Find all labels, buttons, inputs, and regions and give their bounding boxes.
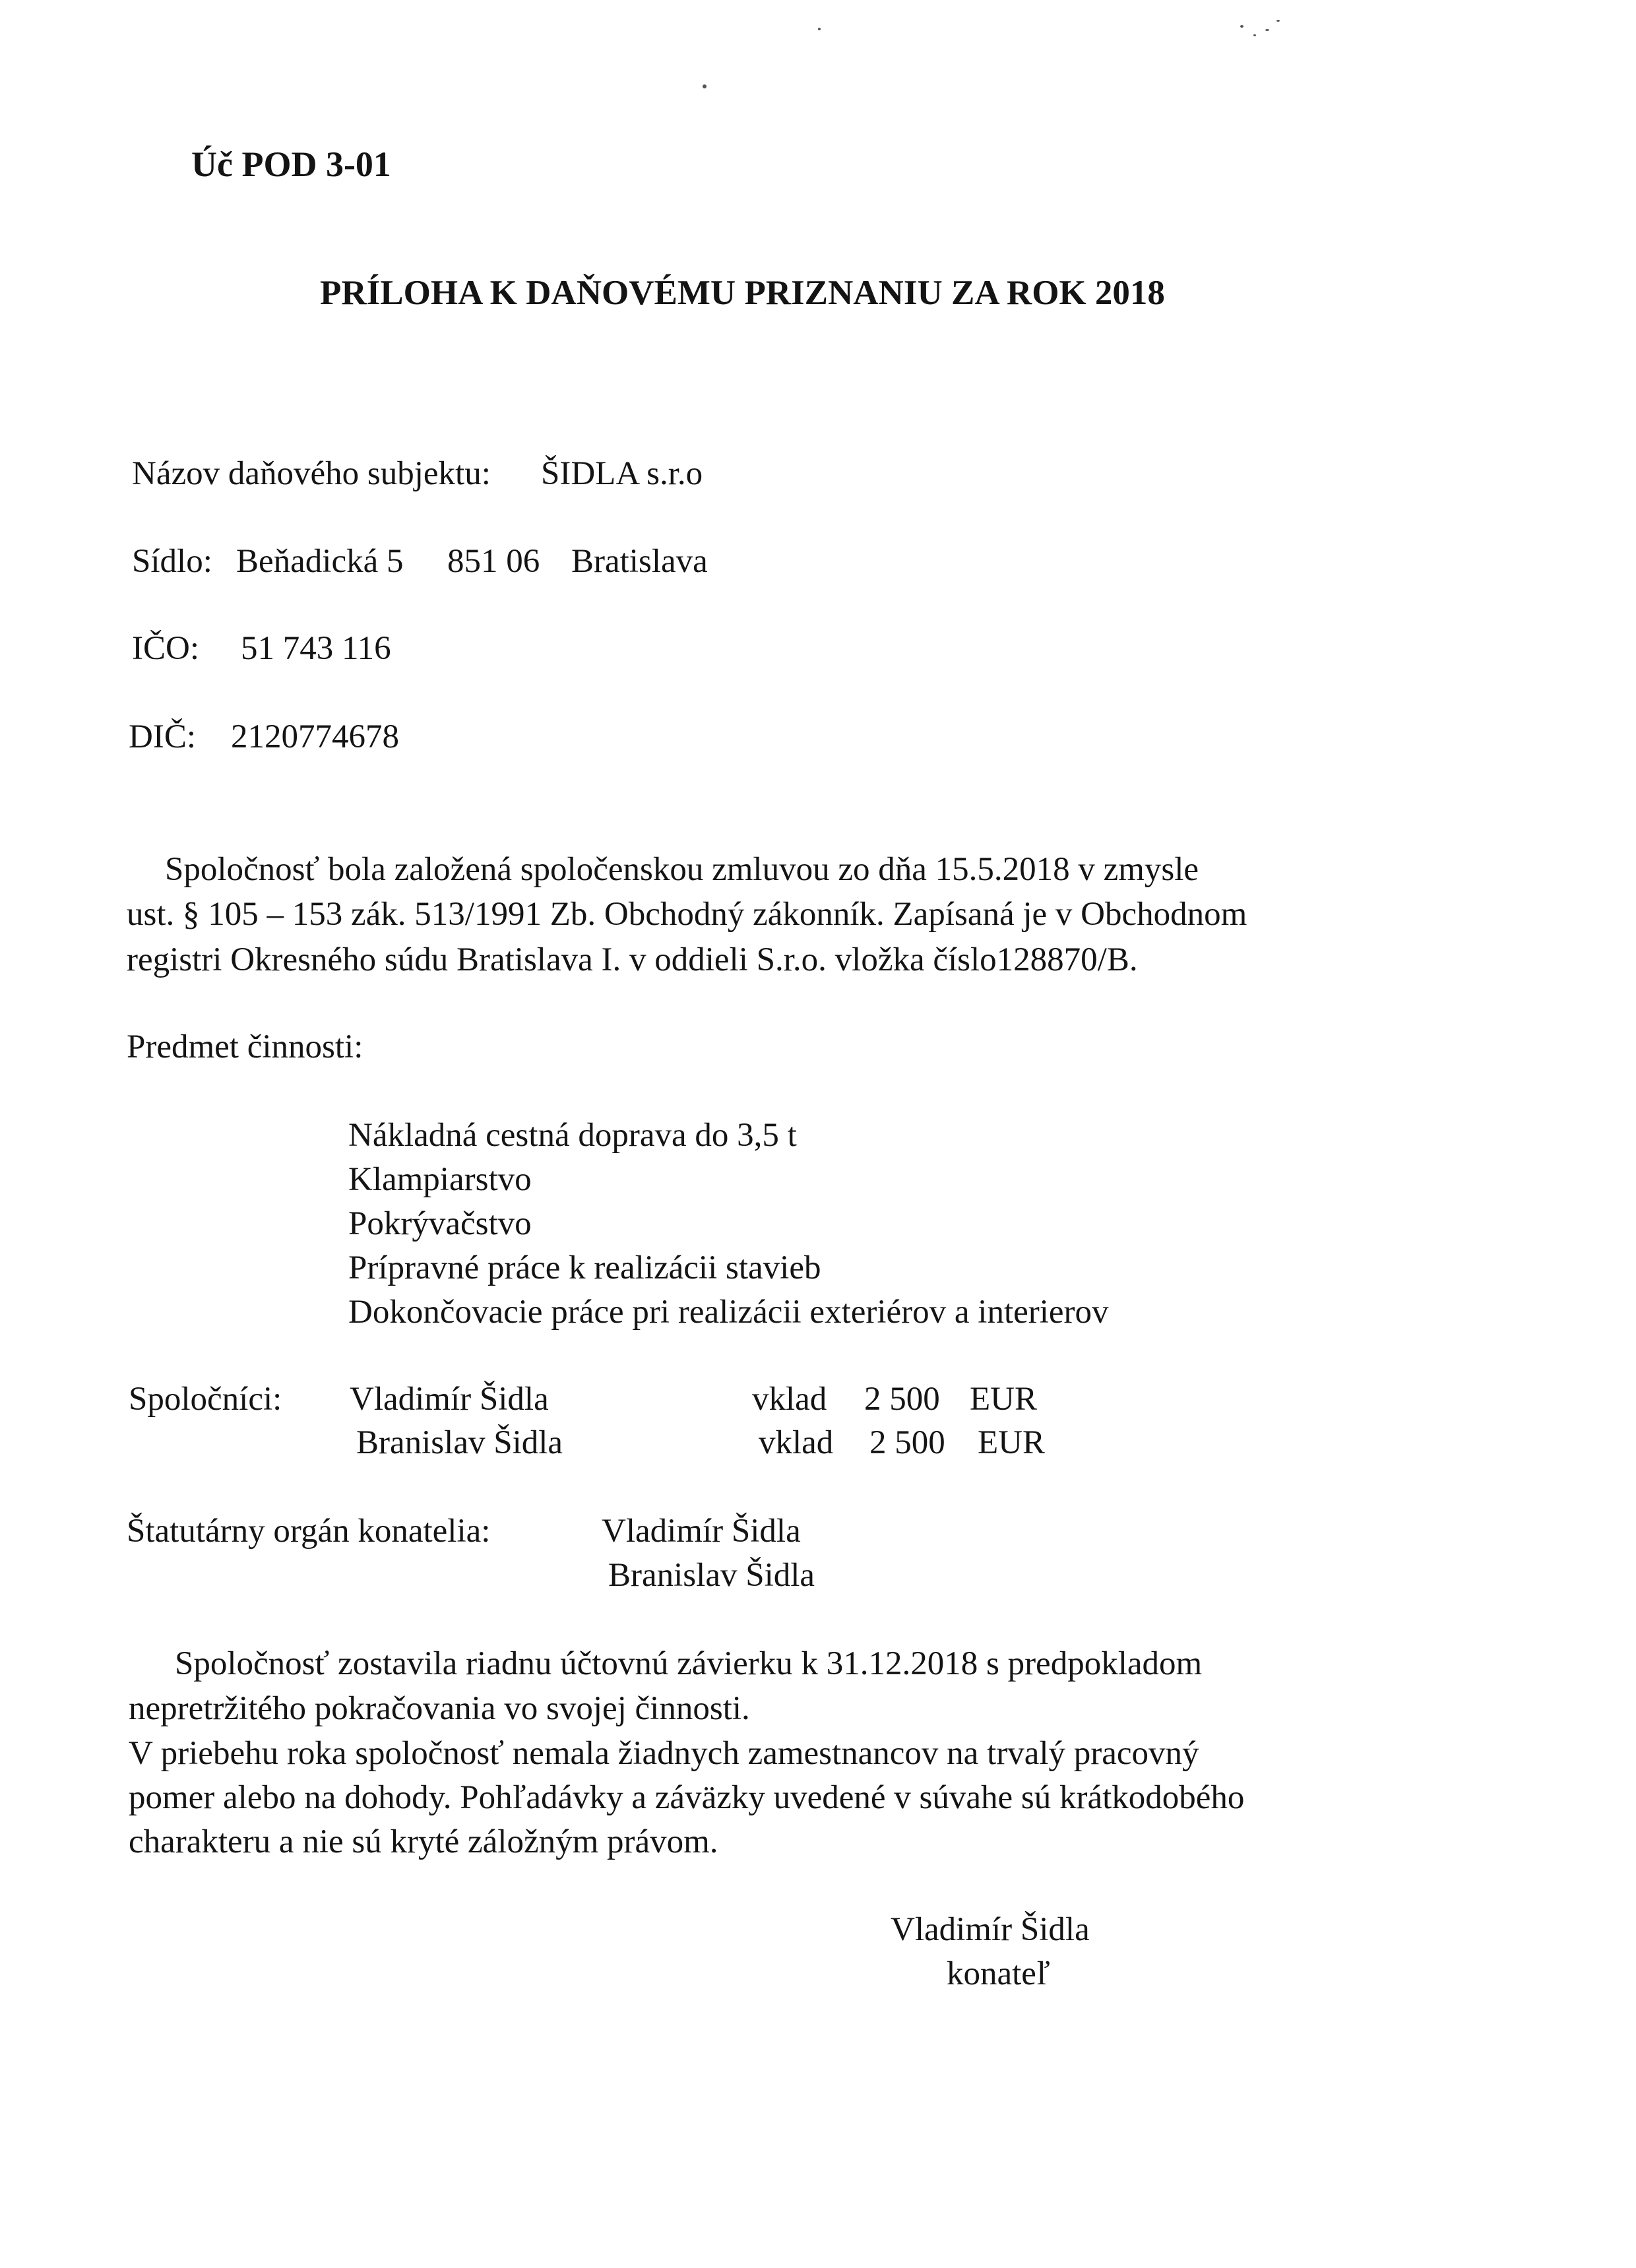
deposit-amount: 2 500 bbox=[869, 1424, 945, 1461]
paragraph-line: charakteru a nie sú kryté záložným právom. bbox=[129, 1823, 718, 1860]
scan-speck bbox=[1240, 25, 1243, 28]
partners-label: Spoločníci: bbox=[129, 1381, 282, 1418]
dic-label: DIČ: bbox=[129, 718, 196, 755]
deposit-currency: EUR bbox=[970, 1381, 1037, 1418]
statutory-name: Vladimír Šidla bbox=[602, 1513, 801, 1550]
scan-speck bbox=[1253, 34, 1256, 36]
paragraph-line: ust. § 105 – 153 zák. 513/1991 Zb. Obchodný zákonník. Zapísaná je v Obchodnom bbox=[127, 896, 1247, 933]
document-code: Úč POD 3-01 bbox=[191, 144, 391, 184]
deposit-currency: EUR bbox=[978, 1424, 1045, 1461]
deposit-label: vklad bbox=[759, 1424, 834, 1461]
paragraph-line: V priebehu roka spoločnosť nemala žiadnych zamestnancov na trvalý pracovný bbox=[129, 1735, 1199, 1772]
paragraph-line: registri Okresného súdu Bratislava I. v oddieli S.r.o. vložka číslo128870/B. bbox=[127, 941, 1138, 978]
list-item: Pokrývačstvo bbox=[348, 1205, 532, 1242]
statutory-name: Branislav Šidla bbox=[608, 1557, 815, 1594]
seat-city: Bratislava bbox=[571, 543, 708, 580]
list-item: Klampiarstvo bbox=[348, 1161, 532, 1198]
deposit-amount: 2 500 bbox=[864, 1381, 940, 1418]
paragraph-line: Spoločnosť bola založená spoločenskou zmluvou zo dňa 15.5.2018 v zmysle bbox=[165, 851, 1199, 888]
list-item: Prípravné práce k realizácii stavieb bbox=[348, 1249, 821, 1286]
partner-name: Branislav Šidla bbox=[356, 1424, 563, 1461]
signature-name: Vladimír Šidla bbox=[891, 1911, 1090, 1948]
subject-name-value: ŠIDLA s.r.o bbox=[541, 455, 703, 492]
seat-street: Beňadická 5 bbox=[236, 543, 404, 580]
dic-value: 2120774678 bbox=[231, 718, 399, 755]
statutory-label: Štatutárny orgán konatelia: bbox=[127, 1513, 491, 1550]
deposit-label: vklad bbox=[752, 1381, 827, 1418]
ico-label: IČO: bbox=[132, 630, 199, 667]
ico-value: 51 743 116 bbox=[241, 630, 391, 667]
paragraph-line: pomer alebo na dohody. Pohľadávky a záväzky uvedené v súvahe sú krátkodobého bbox=[129, 1779, 1245, 1816]
subject-name-label: Názov daňového subjektu: bbox=[132, 455, 491, 492]
scan-speck bbox=[1265, 29, 1269, 31]
list-item: Dokončovacie práce pri realizácii exteriérov a interierov bbox=[348, 1294, 1109, 1331]
signature-role: konateľ bbox=[947, 1955, 1050, 1992]
partner-name: Vladimír Šidla bbox=[350, 1381, 549, 1418]
paragraph-line: Spoločnosť zostavila riadnu účtovnú závierku k 31.12.2018 s predpokladom bbox=[175, 1645, 1203, 1682]
scan-speck bbox=[818, 28, 821, 30]
list-item: Nákladná cestná doprava do 3,5 t bbox=[348, 1117, 797, 1154]
scan-speck bbox=[1276, 20, 1280, 22]
paragraph-line: nepretržitého pokračovania vo svojej činnosti. bbox=[129, 1690, 750, 1727]
document-title: PRÍLOHA K DAŇOVÉMU PRIZNANIU ZA ROK 2018 bbox=[320, 274, 1165, 312]
scan-speck bbox=[703, 84, 707, 88]
seat-zip: 851 06 bbox=[447, 543, 540, 580]
seat-label: Sídlo: bbox=[132, 543, 212, 580]
activities-label: Predmet činnosti: bbox=[127, 1028, 363, 1065]
